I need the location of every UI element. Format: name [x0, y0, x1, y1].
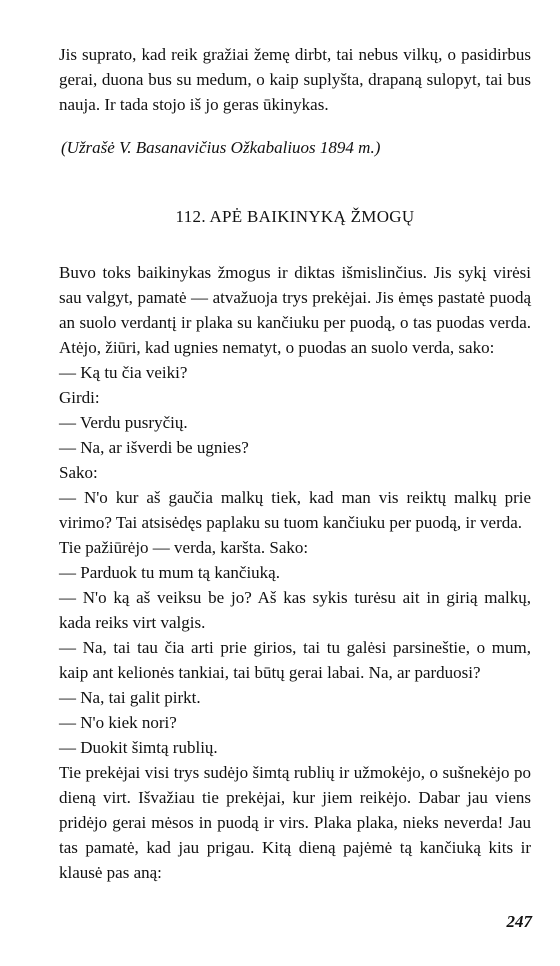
story-paragraph: Tie prekėjai visi trys sudėjo šimtą rublių ir užmokėjo, o sušnekėjo po dieną virt. Išvažiau tie prekėjai, kur jiem reikėjo. Dabar jau viens pridėjo gerai mėsos in puodą ir virs. Plaka plaka, nieks neverda! Jau tas pamatė, kad jau prigau. Kitą dieną pajėmė tą kančiuką kits ir klausė pas aną: [59, 763, 531, 882]
dialogue-line: — Na, ar išverdi be ugnies? [59, 438, 249, 457]
narration-line: Sako: [59, 463, 98, 482]
dialogue-line: — Verdu pusryčių. [59, 413, 188, 432]
dialogue-line: — Ką tu čia veiki? [59, 363, 188, 382]
story-paragraph: Buvo toks baikinykas žmogus ir diktas išmislinčius. Jis sykį virėsi sau valgyt, pamatė — atvažuoja trys prekėjai. Jis ėmęs pastatė puodą an suolo verdantį ir plaka su kančiuku per puodą, o tas puodas verda. Atėjo, žiūri, kad ugnies nematyt, o puodas an suolo verda, sako: [59, 263, 531, 357]
story-title: 112. APĖ BAIKINYKĄ ŽMOGŲ [175, 207, 415, 226]
dialogue-line: — Na, tai tau čia arti prie girios, tai tu galėsi parsineštie, o mum, kaip ant kelionės tankiai, tai būtų gerai labai. Na, ar parduosi? [59, 638, 531, 682]
dialogue-line: — N'o ką aš veiksu be jo? Aš kas sykis turėsu ait in girią malkų, kada reiks virt valgis. [59, 588, 531, 632]
dialogue-line: — N'o kur aš gaučia malkų tiek, kad man vis reiktų malkų prie virimo? Tai atsisėdęs paplaku su tuom kančiuku per puodą, ir verda. [59, 488, 531, 532]
dialogue-line: — Parduok tu mum tą kančiuką. [59, 563, 280, 582]
page-number: 247 [506, 912, 532, 931]
dialogue-line: — N'o kiek nori? [59, 713, 177, 732]
dialogue-line: — Na, tai galit pirkt. [59, 688, 201, 707]
opening-paragraph: Jis suprato, kad reik gražiai žemę dirbt, tai nebus vilkų, o pasidirbus gerai, duona bus su medum, o kaip suplyšta, drapaną sulopyt, tai bus nauja. Ir tada stojo iš jo geras ūkinykas. [59, 45, 531, 114]
source-citation: (Užrašė V. Basanavičius Ožkabaliuos 1894 m.) [61, 138, 381, 157]
dialogue-line: — Duokit šimtą rublių. [59, 738, 218, 757]
narration-line: Girdi: [59, 388, 100, 407]
narration-line: Tie pažiūrėjo — verda, karšta. Sako: [59, 538, 309, 557]
story-body [59, 260, 531, 885]
